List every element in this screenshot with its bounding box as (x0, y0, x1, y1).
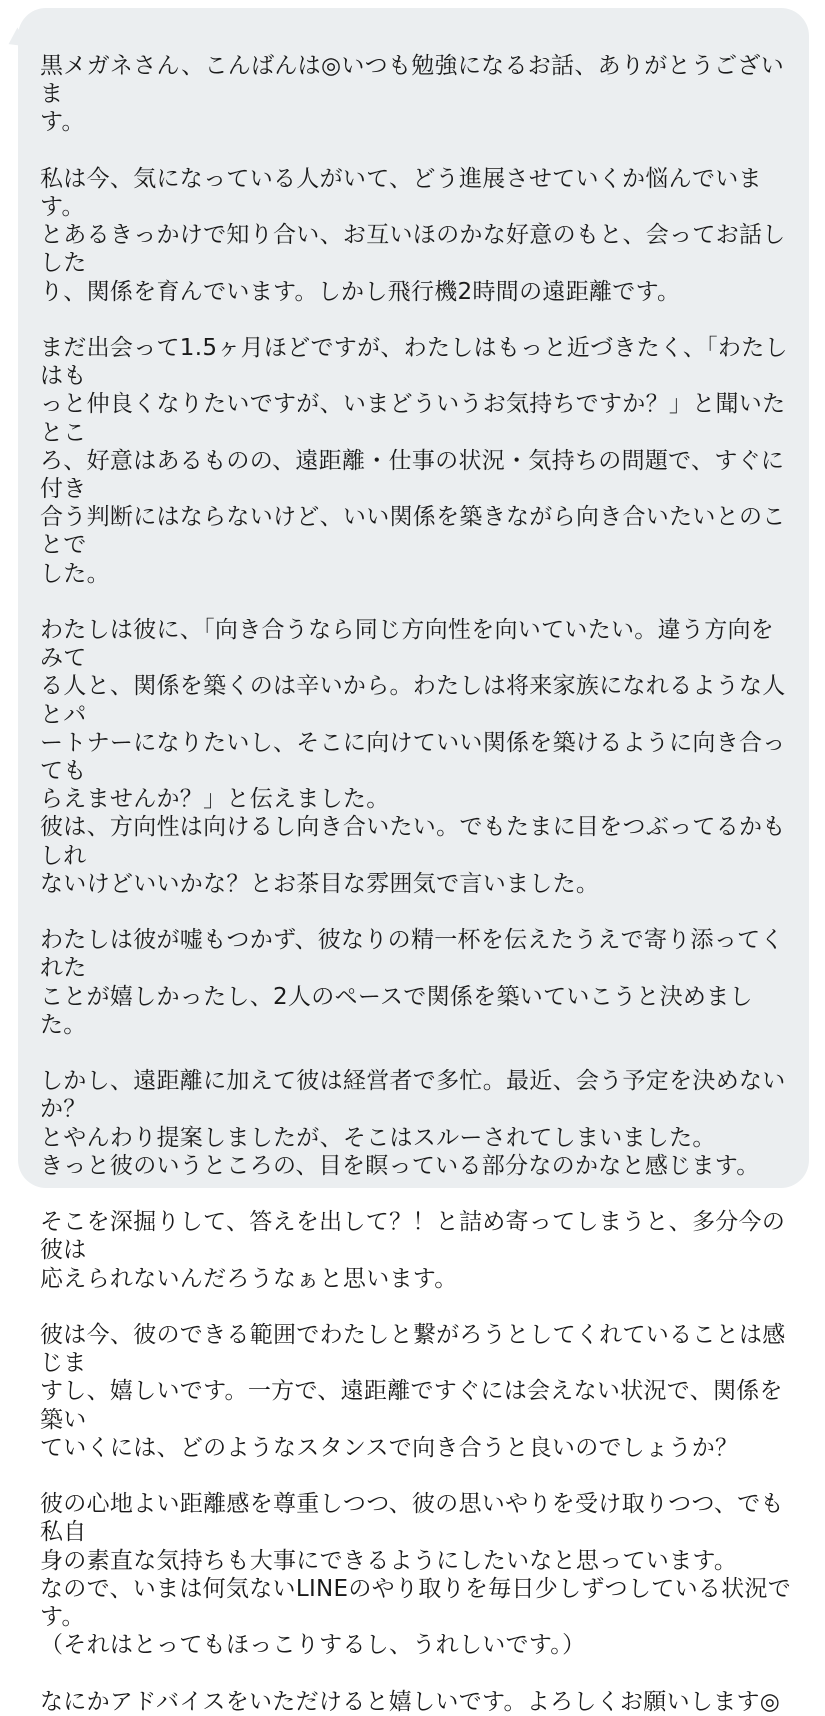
message-paragraph: 黒メガネさん、こんばんは◎いつも勉強になるお話、ありがとうございま す。 (40, 53, 785, 136)
message-paragraph: 彼の心地よい距離感を尊重しつつ、彼の思いやりを受け取りつつ、でも私自 身の素直な気持ちも大事にできるようにしたいなと思っています。 なので、いまは何気ないLINEのやり取りを毎日少しずつしている状況です。 （それはとってもほっこりするし、うれしいです。） (40, 1491, 792, 1659)
message-paragraph: まだ出会って1.5ヶ月ほどですが、わたしはもっと近づきたく、「わたしはも っと仲良くなりたいですが、いまどういうお気持ちですか？」と聞いたとこ ろ、好意はあるものの、遠距離・仕事の状況・気持ちの問題で、すぐに付き 合う判断にはならないけど、いい関係を築きながら向き合いたいとのことで した。 (40, 335, 788, 587)
message-paragraph: しかし、遠距離に加えて彼は経営者で多忙。最近、会う予定を決めないか？ とやんわり提案しましたが、そこはスルーされてしまいました。 きっと彼のいうところの、目を瞑っている部分なのかなと感じます。 (40, 1068, 786, 1179)
message-paragraph: 彼は今、彼のできる範囲でわたしと繋がろうとしてくれていることは感じま すし、嬉しいです。一方で、遠距離ですぐには会えない状況で、関係を築い ていくには、どのようなスタンスで向き合うと良いのでしょうか？ (40, 1322, 786, 1461)
message-paragraph: なにかアドバイスをいただけると嬉しいです。よろしくお願いします◎ (40, 1688, 781, 1715)
message-paragraph: わたしは彼に、「向き合うなら同じ方向性を向いていたい。違う方向をみて る人と、関係を築くのは辛いから。わたしは将来家族になれるような人とパ ートナーになりたいし、そこに向けていい関係を築けるように向き合っても らえませんか？」と伝えました。 彼は、方向性は向けるし向き合いたい。でもたまに目をつぶってるかもしれ ないけどいいかな？とお茶目な雰囲気で言いました。 (40, 617, 786, 897)
message-text (40, 52, 792, 1716)
message-paragraph: わたしは彼が嘘もつかず、彼なりの精一杯を伝えたうえで寄り添ってくれた ことが嬉しかったし、2人のペースで関係を築いていこうと決めました。 (40, 927, 784, 1038)
message-paragraph: 私は今、気になっている人がいて、どう進展させていくか悩んでいます。 とあるきっかけで知り合い、お互いほのかな好意のもと、会ってお話しした り、関係を育んでいます。しかし飛行機2時間の遠距離です。 (40, 165, 786, 305)
message-paragraph: そこを深掘りして、答えを出して？！と詰め寄ってしまうと、多分今の彼は 応えられないんだろうなぁと思います。 (40, 1209, 786, 1292)
